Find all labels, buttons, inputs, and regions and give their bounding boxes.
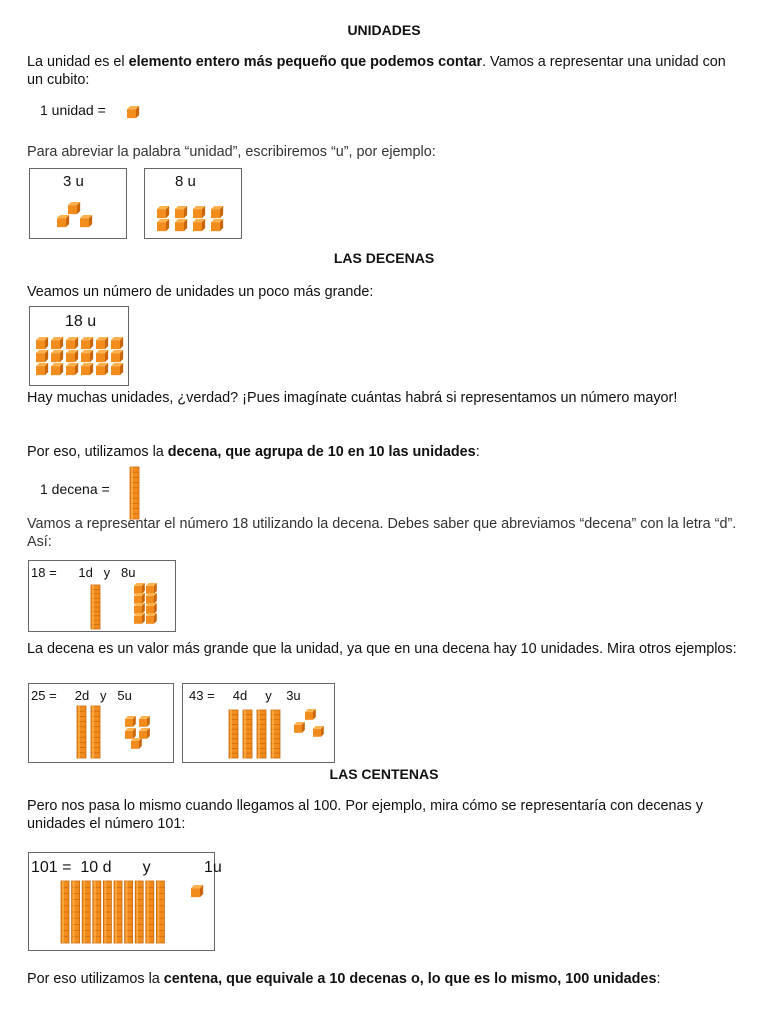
cube-icon: [126, 106, 140, 118]
unit-cube: [305, 709, 316, 720]
unit-cube: [36, 363, 48, 375]
paragraph-decenas-intro: Veamos un número de unidades un poco más grande:: [27, 284, 374, 300]
unit-cube: [127, 106, 139, 118]
ten-rod: [125, 881, 133, 943]
unit-cube: [66, 337, 78, 349]
unit-cube: [134, 613, 145, 624]
unit-cube: [81, 363, 93, 375]
text: :: [656, 971, 661, 987]
unit-cube: [193, 206, 205, 218]
ten-rod: [271, 710, 280, 758]
unit-cube: [68, 202, 80, 214]
example-box-8u: [144, 168, 242, 239]
unit-cube: [146, 613, 157, 624]
bold-text: elemento entero más pequeño que podemos contar: [128, 54, 483, 70]
bold-text: decena, que agrupa de 10 en 10 las unidades: [167, 444, 476, 460]
ten-rod: [91, 706, 100, 758]
unit-cube: [111, 337, 123, 349]
text: . Vamos a representar una unidad con un cubito:: [27, 54, 726, 88]
unit-cube: [134, 583, 145, 594]
unit-cube: [66, 350, 78, 362]
ten-rod: [243, 710, 252, 758]
equation-decena: 1 decena =: [40, 481, 110, 497]
unit-cube: [146, 603, 157, 614]
paragraph-valor-decena: La decena es un valor más grande que la unidad, ya que en una decena hay 10 unidades. Mira otros ejemplos:: [27, 641, 737, 657]
unit-cube: [131, 738, 142, 749]
unit-cube: [66, 363, 78, 375]
unit-cube: [51, 363, 63, 375]
ten-rod: [257, 710, 266, 758]
unit-cube: [193, 219, 205, 231]
equation-unidad: 1 unidad =: [40, 102, 106, 118]
cubes-group: [29, 561, 177, 633]
text: Por eso, utilizamos la: [27, 444, 168, 460]
unit-cube: [191, 885, 203, 897]
paragraph-abreviar: Para abreviar la palabra “unidad”, escribiremos “u”, por ejemplo:: [27, 144, 436, 160]
example-label: 18 = 1d y 8u: [31, 565, 136, 580]
example-label: 43 = 4d y 3u: [189, 688, 301, 703]
ten-rod: [135, 881, 143, 943]
example-box-25: [28, 683, 174, 763]
text: Por eso utilizamos la: [27, 971, 164, 987]
unit-cube: [139, 716, 150, 727]
cubes-group: [29, 684, 175, 764]
rod-icon: [129, 467, 141, 519]
example-box-18: [28, 560, 176, 632]
paragraph-representar-18: Vamos a representar el número 18 utilizando la decena. Debes saber que abreviamos “decena” con la letra “d”. Así:: [27, 516, 737, 550]
ten-rod: [103, 881, 111, 943]
unit-cube: [157, 219, 169, 231]
cubes-group: [30, 307, 130, 387]
ten-rod: [77, 706, 86, 758]
unit-cube: [134, 593, 145, 604]
unit-cube: [96, 337, 108, 349]
paragraph-muchas-unidades: Hay muchas unidades, ¿verdad? ¡Pues imagínate cuántas habrá si representamos un número mayor!: [27, 390, 678, 406]
unit-cube: [57, 215, 69, 227]
cubes-group: [29, 853, 216, 952]
ten-rod: [61, 881, 69, 943]
unit-cube: [175, 206, 187, 218]
ten-rod: [229, 710, 238, 758]
unit-cube: [96, 350, 108, 362]
example-label: 25 = 2d y 5u: [31, 688, 132, 703]
unit-cube: [111, 350, 123, 362]
cubes-group: [145, 169, 243, 240]
example-box-18u: [29, 306, 129, 386]
cubes-group: [30, 169, 128, 240]
unit-cube: [36, 337, 48, 349]
unit-cube: [157, 206, 169, 218]
cubes-group: [183, 684, 336, 764]
unit-cube: [139, 728, 150, 739]
unit-cube: [313, 726, 324, 737]
ten-rod: [146, 881, 154, 943]
paragraph-decena-definicion: [27, 443, 742, 461]
unit-cube: [81, 350, 93, 362]
section-title-decenas: LAS DECENAS: [333, 250, 435, 266]
unit-cube: [146, 593, 157, 604]
paragraph-unidad-definicion: [27, 53, 742, 89]
unit-cube: [146, 583, 157, 594]
example-label: 3 u: [63, 173, 84, 190]
unit-cube: [81, 337, 93, 349]
paragraph-centena-definicion: [27, 970, 757, 988]
example-label: 8 u: [175, 173, 196, 190]
unit-cube: [294, 722, 305, 733]
unit-cube: [80, 215, 92, 227]
ten-rod: [72, 881, 80, 943]
unit-cube: [51, 337, 63, 349]
bold-text: centena, que equivale a 10 decenas o, lo que es lo mismo, 100 unidades: [163, 971, 657, 987]
ten-rod: [91, 585, 100, 629]
example-label: 18 u: [65, 313, 97, 330]
unit-cube: [111, 363, 123, 375]
text: :: [475, 444, 480, 460]
unit-cube: [211, 206, 223, 218]
section-title-centenas: LAS CENTENAS: [329, 766, 439, 782]
example-box-101: [28, 852, 222, 951]
unit-cube: [211, 219, 223, 231]
unit-cube: [125, 728, 136, 739]
unit-cube: [96, 363, 108, 375]
unit-cube: [134, 603, 145, 614]
unit-cube: [175, 219, 187, 231]
example-box-3u: [29, 168, 127, 239]
unit-cube: [51, 350, 63, 362]
ten-rod: [93, 881, 101, 943]
paragraph-centenas-intro: Pero nos pasa lo mismo cuando llegamos al 100. Por ejemplo, mira cómo se representaría con decenas y unidades el número 101:: [27, 798, 703, 832]
example-label: 101 = 10 d y 1u: [31, 859, 222, 876]
example-box-43: [182, 683, 335, 763]
section-title-unidades: UNIDADES: [347, 22, 421, 38]
unit-cube: [125, 716, 136, 727]
ten-rod: [82, 881, 90, 943]
text: La unidad es el: [27, 54, 129, 70]
ten-rod: [156, 881, 164, 943]
unit-cube: [36, 350, 48, 362]
ten-rod: [130, 467, 139, 519]
ten-rod: [114, 881, 122, 943]
